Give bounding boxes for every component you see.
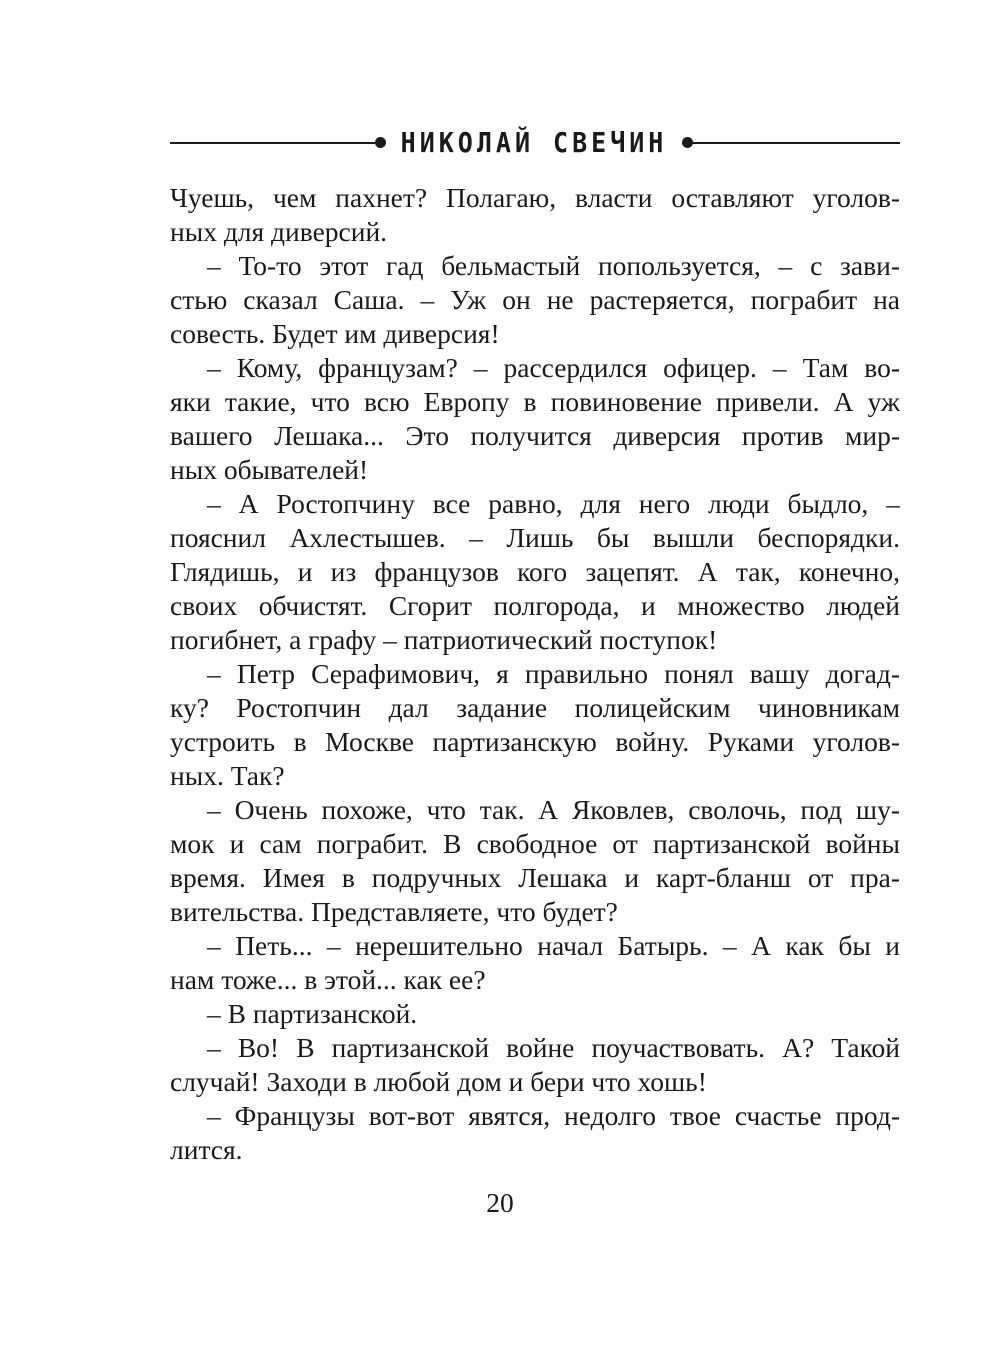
text-line: устроить в Москве партизанскую войну. Руками уголов- [170,726,900,757]
text-line: – То-то этот гад бельмастый попользуется, – с зави- [207,250,900,281]
text-line: время. Имея в подручных Лешака и карт-бланш от пра- [170,862,900,893]
text-line: совесть. Будет им диверсия! [170,318,500,349]
text-line: – А Ростопчину все равно, для него люди быдло, – [207,488,900,519]
text-line: своих обчистят. Сгорит полгорода, и множество людей [170,590,900,621]
header-rule-right [691,142,900,144]
text-line: вительства. Представляете, что будет? [170,896,618,927]
text-line: – Французы вот-вот явятся, недолго твое счастье прод- [207,1100,900,1131]
text-line: – Кому, французам? – рассердился офицер. – Там во- [207,352,900,383]
text-line: ных. Так? [170,760,285,791]
text-line: стью сказал Саша. – Уж он не растеряется, пограбит на [170,284,900,315]
text-line: – Во! В партизанской войне поучаствовать. А? Такой [207,1032,900,1063]
text-line: Чуешь, чем пахнет? Полагаю, власти оставляют уголов- [170,182,900,213]
running-head-author: НИКОЛАЙ СВЕЧИН [400,126,668,159]
text-line: Глядишь, и из французов кого зацепят. А так, конечно, [170,556,900,587]
text-line: пояснил Ахлестышев. – Лишь бы вышли беспорядки. [170,522,900,553]
page-number: 20 [486,1187,514,1218]
text-line: нам тоже... в этой... как ее? [170,964,486,995]
text-line: случай! Заходи в любой дом и бери что хошь! [170,1066,707,1097]
text-line: вашего Лешака... Это получится диверсия против мир- [170,420,900,451]
text-line: ных обывателей! [170,454,369,485]
text-line: мок и сам пограбит. В свободное от партизанской войны [170,828,900,859]
text-line: лится. [170,1134,243,1165]
header-dot-left [375,137,386,148]
text-line: яки такие, что всю Европу в повиновение привели. А уж [170,386,900,417]
text-line: – Петр Серафимович, я правильно понял вашу догад- [207,658,900,689]
text-line: – Петь... – нерешительно начал Батырь. – А как бы и [207,930,900,961]
text-line: ных для диверсий. [170,216,388,247]
header-rule-left [170,142,376,144]
page-body-text [170,181,900,1167]
text-line: – Очень похоже, что так. А Яковлев, сволочь, под шу- [207,794,900,825]
text-line: ку? Ростопчин дал задание полицейским чиновникам [170,692,900,723]
text-line: – В партизанской. [207,998,418,1029]
text-line: погибнет, а графу – патриотический поступок! [170,624,718,655]
running-header [170,124,900,164]
